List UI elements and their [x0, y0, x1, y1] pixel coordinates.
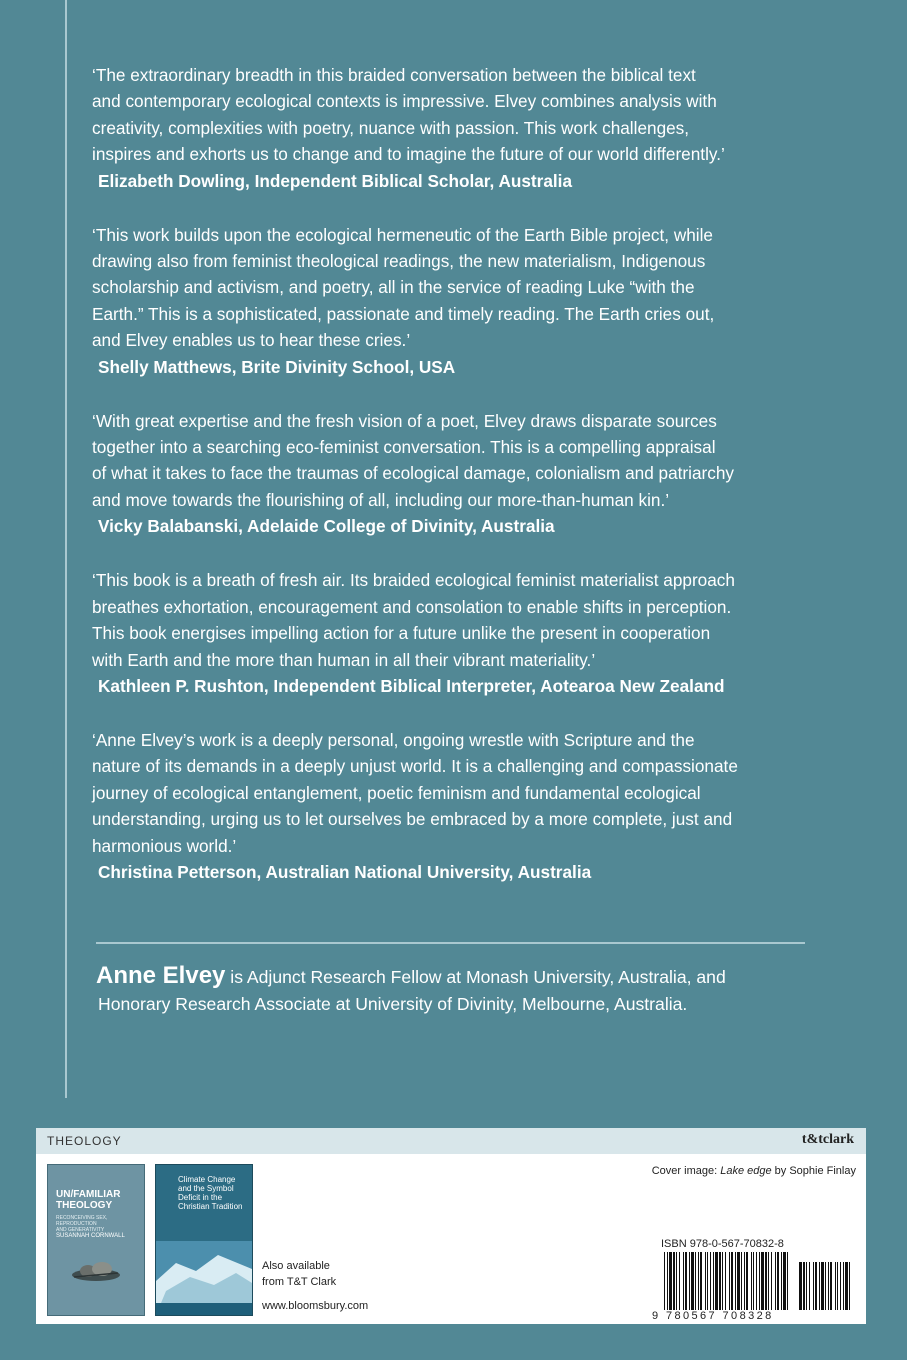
endorsement: [92, 567, 832, 699]
quote-author: Elizabeth Dowling, Independent Biblical Scholar, Australia: [98, 170, 573, 191]
quote-text: ‘Anne Elvey’s work is a deeply personal, ongoing wrestle with Scripture and the nature of its demands in a deeply unjust world. It is a challenging and compassionate journey of ecological entanglement, poetic feminism and fundamental ecological understanding, urging us to let ourselves be embraced by a more complete, just and harmonious world.’: [92, 729, 738, 856]
book-author: SUSANNAH CORNWALL: [56, 1233, 125, 1239]
nest-illustration-icon: [66, 1257, 126, 1283]
quote-text: ‘The extraordinary breadth in this braided conversation between the biblical text and contemporary ecological contexts is impressive. Elvey combines analysis with creativity, complexities with poetry, nuance with passion. This work challenges, inspires and exhorts us to change and to imagine the future of our world differently.’: [92, 65, 725, 165]
cover-credit-prefix: Cover image:: [651, 1165, 721, 1177]
bio-text-1: is Adjunct Research Fellow at Monash University, Australia, and: [225, 967, 726, 987]
endorsement: [92, 62, 832, 194]
author-bio: [96, 962, 836, 1018]
quote-author: Christina Petterson, Australian National University, Australia: [98, 861, 592, 882]
isbn: ISBN 978-0-567-70832-8: [661, 1238, 784, 1250]
also-available: Also available from T&T Clark: [262, 1260, 337, 1288]
book-title: UN/FAMILIAR THEOLOGY: [56, 1189, 121, 1211]
glacier-photo-icon: [156, 1241, 252, 1315]
vertical-rule: [65, 0, 67, 1098]
category-label: THEOLOGY: [47, 1134, 122, 1148]
bio-text-2: Honorary Research Associate at University of Divinity, Melbourne, Australia.: [98, 994, 688, 1014]
related-book-cover-1: [47, 1164, 145, 1316]
bio-line-1: [96, 962, 836, 991]
cover-credit-title: Lake edge: [720, 1165, 772, 1177]
divider: [96, 942, 805, 944]
quote-text: ‘With great expertise and the fresh vision of a poet, Elvey draws disparate sources together into a searching eco-feminist conversation. This is a compelling appraisal of what it takes to face the traumas of ecological damage, colonialism and patriarchy and move towards the flourishing of all, including our more-than-human kin.’: [92, 410, 735, 510]
quote-author: Vicky Balabanski, Adelaide College of Divinity, Australia: [98, 516, 555, 537]
quote-author: Shelly Matthews, Brite Divinity School, USA: [98, 356, 456, 377]
publisher-logo: t&tclark: [801, 1132, 854, 1147]
cover-credit: [652, 1165, 856, 1177]
cover-credit-suffix: by Sophie Finlay: [771, 1165, 856, 1177]
quote-text: ‘This book is a breath of fresh air. Its braided ecological feminist materialist approach breathes exhortation, encouragement and consolation to enable shifts in perception. This book energises impelling action for a future unlike the present in cooperation with Earth and the more than human in all their vibrant materiality.’: [92, 570, 735, 670]
category-bar: [36, 1128, 866, 1154]
book-subtitle: RECONCEIVING SEX, REPRODUCTION AND GENERATIVITY: [56, 1215, 108, 1233]
endorsement: [92, 727, 832, 885]
barcode-icon: [664, 1252, 850, 1310]
endorsements: [92, 62, 832, 913]
endorsement: [92, 408, 832, 540]
author-name: Anne Elvey: [96, 962, 226, 989]
publisher-website[interactable]: www.bloomsbury.com: [262, 1300, 369, 1312]
quote-author: Kathleen P. Rushton, Independent Biblical Interpreter, Aotearoa New Zealand: [98, 675, 725, 696]
book-title: Climate Change and the Symbol Deficit in the Christian Tradition: [178, 1175, 243, 1211]
quote-text: ‘This work builds upon the ecological hermeneutic of the Earth Bible project, while drawing also from feminist theological readings, the new materialism, Indigenous scholarship and activism, and poetry, all in the service of reading Luke “with the Earth.” This is a sophisticated, passionate and timely reading. The Earth cries out, and Elvey enables us to hear these cries.’: [92, 224, 715, 351]
barcode-digits: 9 780567 708328: [652, 1310, 774, 1322]
back-cover-panel: [36, 1128, 866, 1324]
endorsement: [92, 222, 832, 380]
related-book-cover-2: [155, 1164, 253, 1316]
